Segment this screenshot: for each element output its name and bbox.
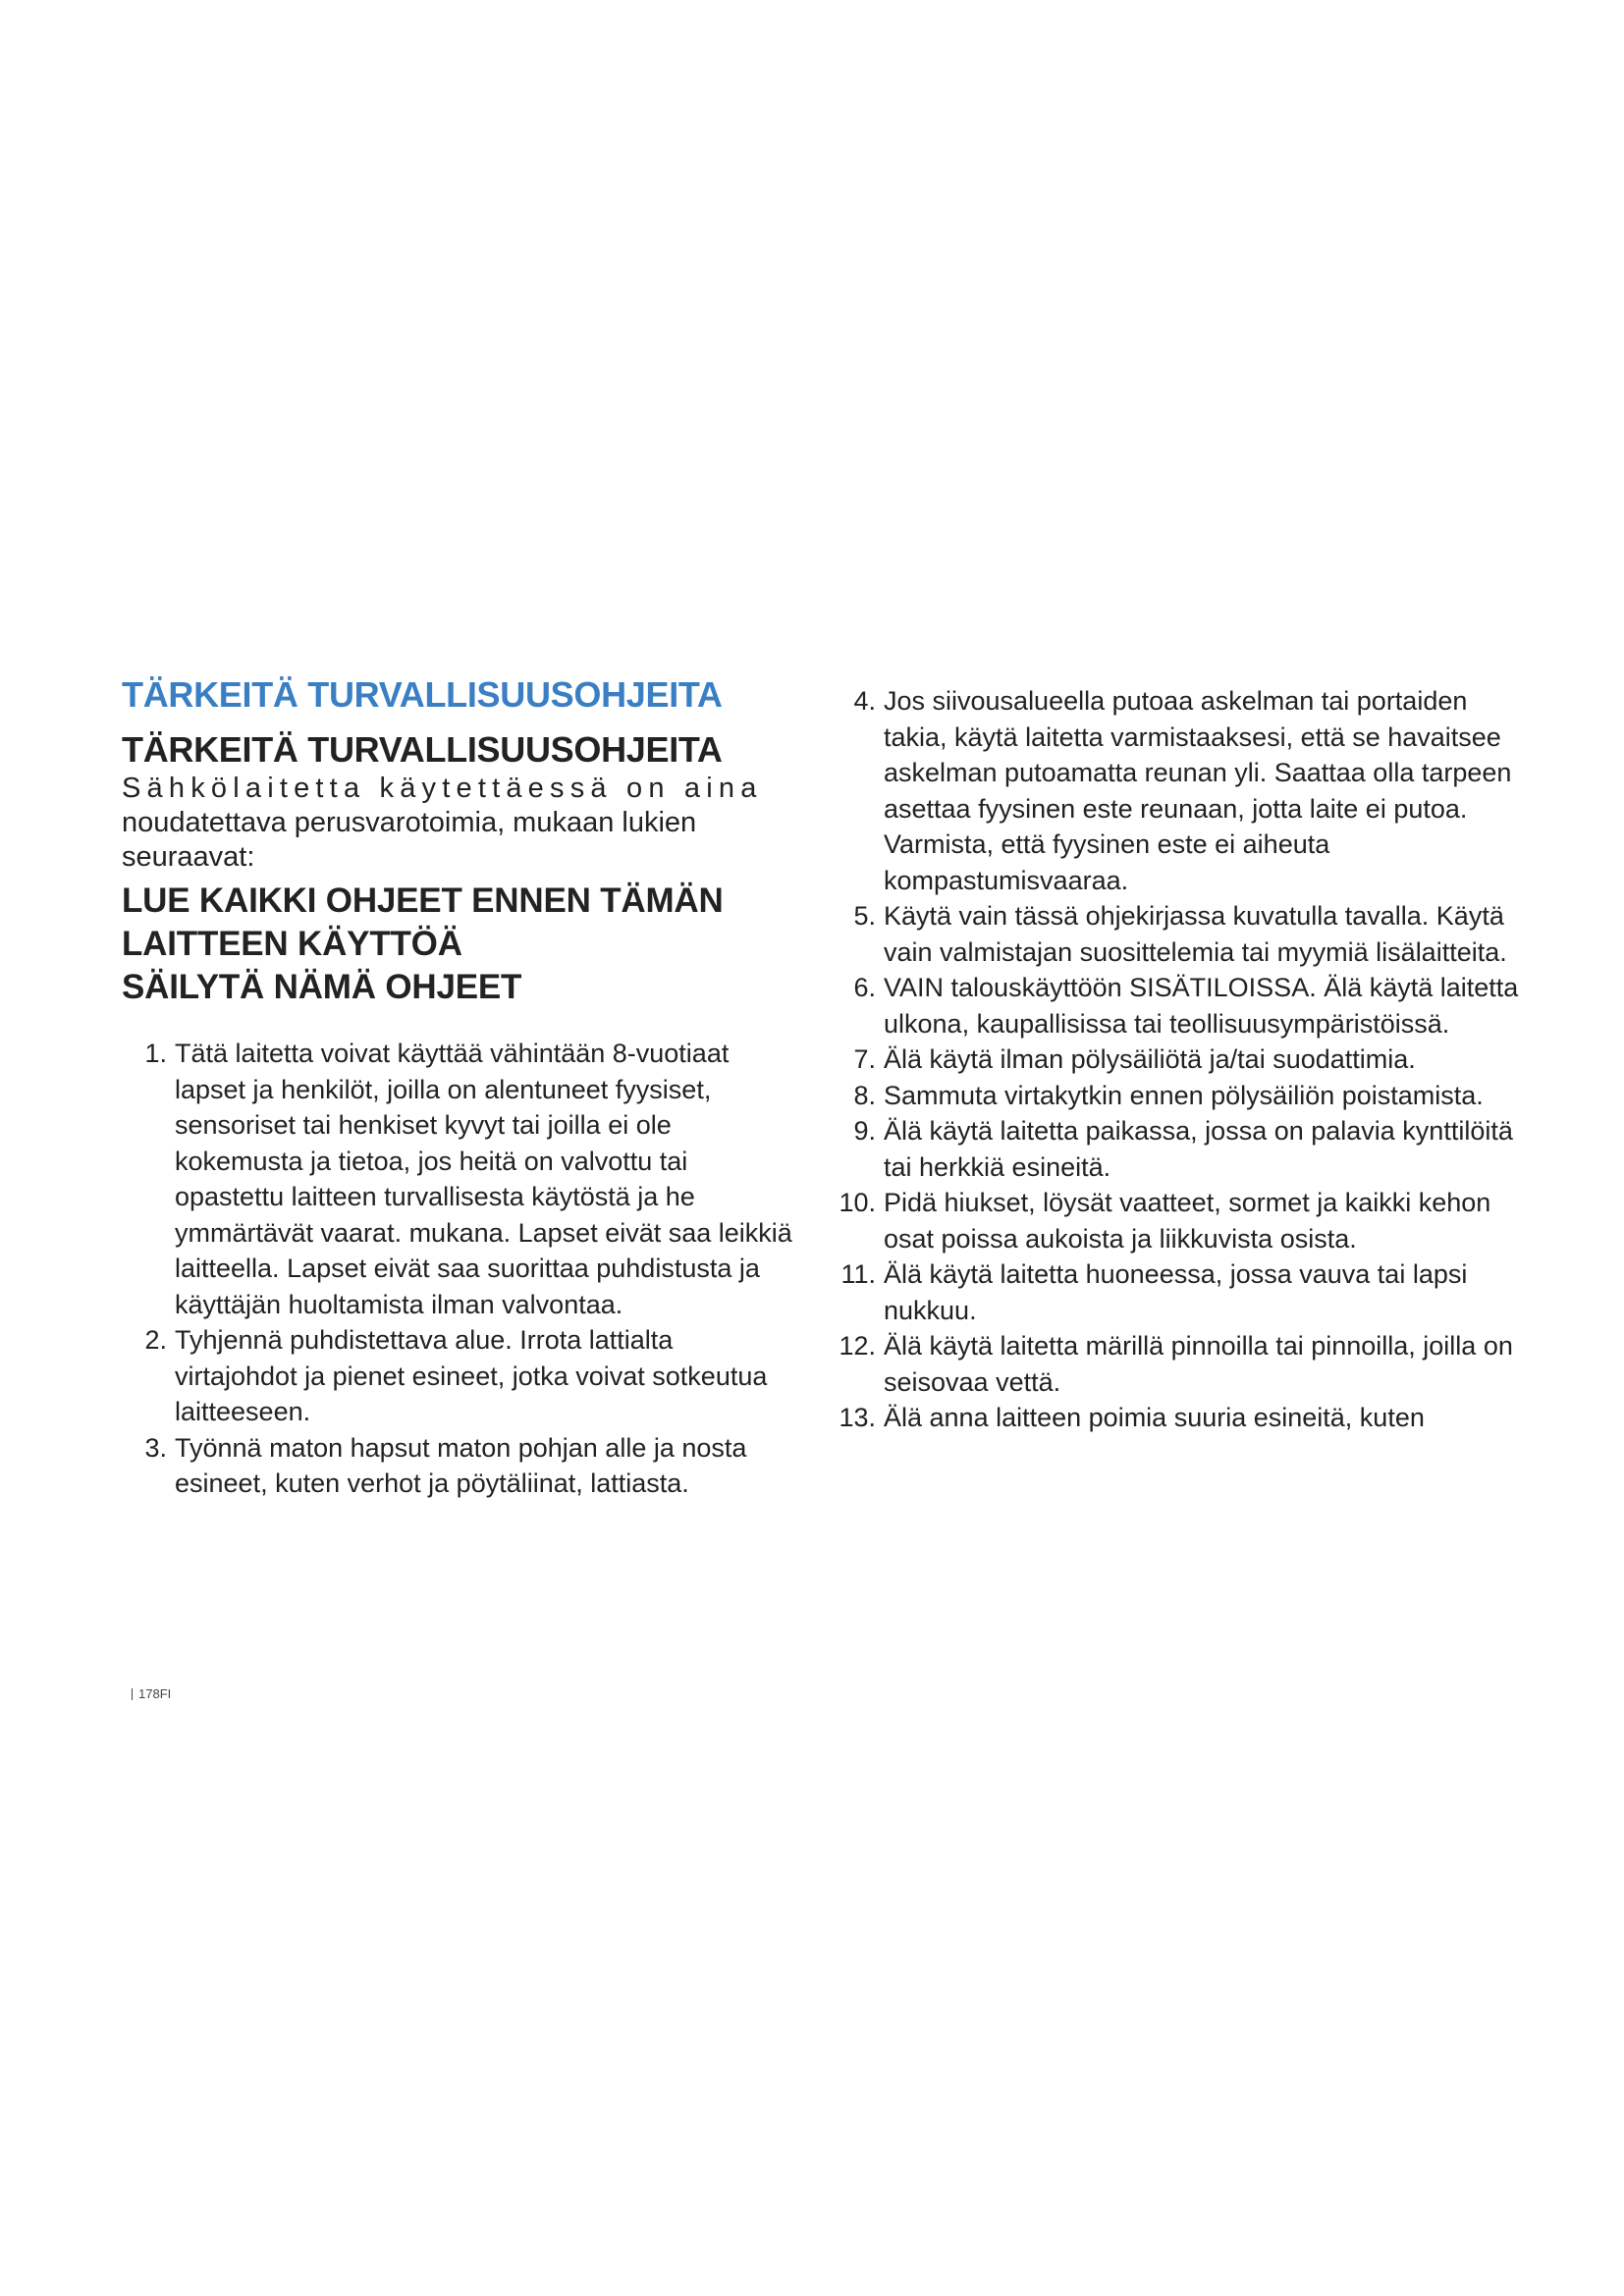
instruction-text: Tyhjennä puhdistettava alue. Irrota lattialta virtajohdot ja pienet esineet, jotka voivat sotkeutua laitteeseen. — [175, 1325, 768, 1426]
instruction-item — [835, 683, 1522, 898]
instruction-number: 2. — [144, 1325, 167, 1355]
instruction-number: 5. — [853, 901, 876, 931]
instruction-text: Sammuta virtakytkin ennen pölysäiliön poistamista. — [884, 1080, 1484, 1110]
page-number: 178FI — [138, 1686, 172, 1701]
instruction-item — [132, 1036, 799, 1322]
instruction-item — [835, 1400, 1522, 1436]
instruction-number: 1. — [144, 1039, 167, 1068]
footer-divider — [132, 1688, 133, 1700]
instruction-text: Älä käytä laitetta paikassa, jossa on palavia kynttilöitä tai herkkiä esineitä. — [884, 1116, 1513, 1182]
instruction-item — [835, 1113, 1522, 1185]
instruction-text: Pidä hiukset, löysät vaatteet, sormet ja kaikki kehon osat poissa aukoista ja liikkuvista osista. — [884, 1188, 1491, 1254]
instruction-item — [835, 898, 1522, 970]
instruction-number: 10. — [839, 1188, 876, 1217]
instruction-number: 7. — [853, 1044, 876, 1074]
instruction-number: 3. — [144, 1432, 167, 1463]
instruction-item — [835, 1256, 1522, 1328]
instruction-text: Jos siivousalueella putoaa askelman tai portaiden takia, käytä laitetta varmistaaksesi, että se havaitsee askelman putoamatta reunan yli. Saattaa olla tarpeen asettaa fyysinen este reunaan, jotta laite ei putoa. Varmista, että fyysinen este ei aiheuta kompastumisvaaraa. — [884, 686, 1512, 895]
page-footer — [132, 1686, 171, 1701]
instruction-text: Käytä vain tässä ohjekirjassa kuvatulla tavalla. Käytä vain valmistajan suosittelemia tai myymiä lisälaitteita. — [884, 901, 1507, 967]
instruction-list-right — [835, 683, 1522, 1436]
section-title-blue: TÄRKEITÄ TURVALLISUUSOHJEITA — [122, 674, 723, 715]
instruction-item — [835, 1328, 1522, 1400]
instruction-text: Tätä laitetta voivat käyttää vähintään 8-vuotiaat lapset ja henkilöt, joilla on alentuneet fyysiset, sensoriset tai henkiset kyvyt tai joilla ei ole kokemusta ja tietoa, jos heitä on valvottu tai opastettu laitteen turvallisesta käytöstä ja he ymmärtävät vaarat. mukana. Lapset eivät saa leikkiä laitteella. Lapset eivät saa suorittaa puhdistusta ja käyttäjän huoltamista ilman valvontaa. — [175, 1039, 792, 1319]
instruction-text: VAIN talouskäyttöön SISÄTILOISSA. Älä käytä laitetta ulkona, kaupallisissa tai teollisuusympäristöissä. — [884, 973, 1519, 1039]
instruction-item — [835, 1041, 1522, 1078]
instruction-item — [835, 1185, 1522, 1256]
instruction-number: 6. — [853, 973, 876, 1002]
instruction-item — [835, 970, 1522, 1041]
intro-paragraph — [122, 772, 770, 875]
warning-line: LUE KAIKKI OHJEET ENNEN TÄMÄN — [122, 881, 724, 920]
instruction-number: 11. — [840, 1259, 876, 1289]
instruction-text: Älä käytä laitetta huoneessa, jossa vauva tai lapsi nukkuu. — [884, 1259, 1468, 1325]
instruction-text: Älä anna laitteen poimia suuria esineitä, kuten — [884, 1403, 1425, 1432]
instruction-number: 13. — [839, 1403, 876, 1432]
instruction-item — [132, 1430, 799, 1502]
section-title: TÄRKEITÄ TURVALLISUUSOHJEITA — [122, 729, 723, 770]
warning-heading — [122, 880, 724, 1009]
instruction-item — [835, 1078, 1522, 1114]
warning-line: SÄILYTÄ NÄMÄ OHJEET — [122, 968, 522, 1006]
instruction-text: Työnnä maton hapsut maton pohjan alle ja nosta esineet, kuten verhot ja pöytäliinat, lattiasta. — [175, 1432, 747, 1498]
instruction-number: 4. — [853, 686, 876, 716]
warning-line: LAITTEEN KÄYTTÖÄ — [122, 925, 462, 963]
instruction-text: Älä käytä ilman pölysäiliötä ja/tai suodattimia. — [884, 1044, 1416, 1074]
instruction-number: 9. — [853, 1116, 876, 1146]
instruction-text: Älä käytä laitetta märillä pinnoilla tai pinnoilla, joilla on seisovaa vettä. — [884, 1331, 1513, 1397]
instruction-number: 8. — [853, 1080, 876, 1110]
instruction-item — [132, 1322, 799, 1430]
instruction-list-left — [132, 1036, 799, 1502]
intro-rest: noudatettava perusvarotoimia, mukaan lukien seuraavat: — [122, 807, 697, 873]
instruction-number: 12. — [839, 1331, 876, 1361]
intro-first-line: Sähkölaitetta käytettäessä on aina — [122, 773, 763, 804]
